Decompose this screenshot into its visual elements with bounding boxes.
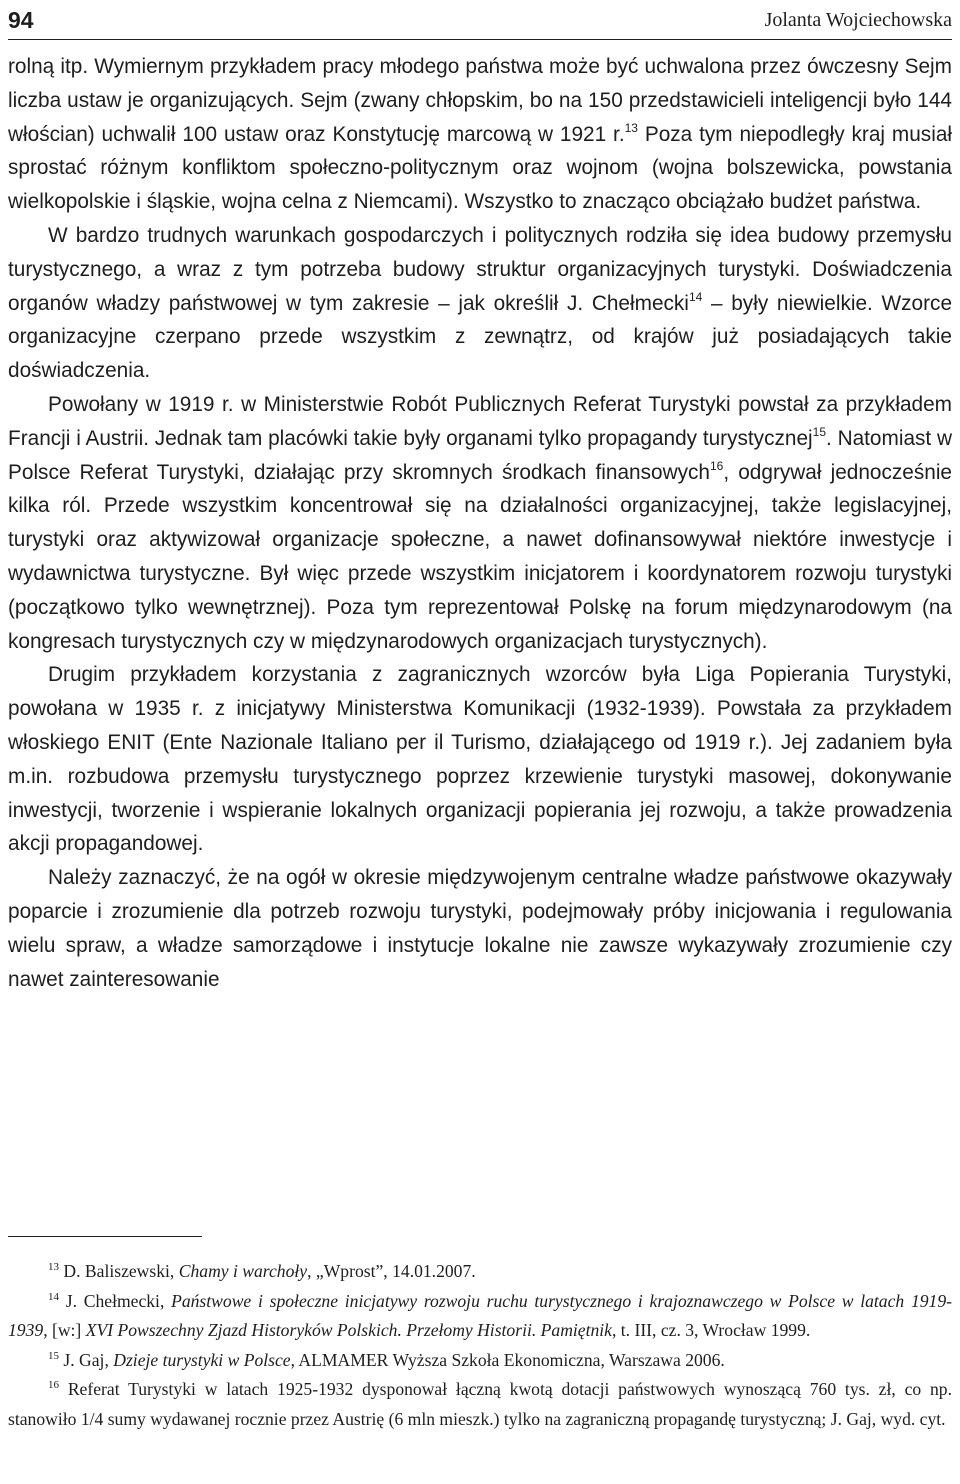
footnote-15: $^{15}$ J. Gaj, Dzieje turystyki w Polsce, ALMAMER Wyższa Szkoła Ekonomiczna, Warszawa 2006.	[48, 1349, 725, 1370]
footnote-ref-13[interactable]: 13	[624, 120, 638, 135]
footnote-number: 14	[48, 1290, 59, 1303]
header-rule	[8, 39, 952, 40]
body-text	[8, 50, 952, 996]
footnote-ref-14[interactable]: 14	[688, 289, 703, 304]
paragraph-4: Drugim przykładem korzystania z zagranicznych wzorców była Liga Popierania Turystyki, powołana w 1935 r. z inicjatywy Ministerstwa Komunikacji (1932-1939). Powstała za przykładem włoskiego ENIT (Ente Nazionale Italiano per il Turismo, działającego od 1919 r.). Jej zadaniem była m.in. rozbudowa przemysłu turystycznego poprzez krzewienie turystyki masowej, dokonywanie inwestycji, tworzenie i wspieranie lokalnych organizacji popierania jej rozwoju, a także prowadzenia akcji propagandowej.	[8, 663, 952, 856]
page-header	[8, 0, 952, 40]
footnote-number: 13	[48, 1261, 59, 1273]
footnote-16: $^{16}$ Referat Turystyki w latach 1925-1932 dysponował łączną kwotą dotacji państwowych wynoszącą 760 tys. zł, co np. stanowiło 1/4 sumy wydawanej rocznie przez Austrię (6 mln mieszk.) tylko na zagraniczną propagandę turystyczną; J. Gaj, wyd. cyt.	[8, 1379, 952, 1429]
paragraph-5: Należy zaznaczyć, że na ogół w okresie międzywojenym centralne władze państwowe okazywały poparcie i zrozumienie dla potrzeb rozwoju turystyki, podejmowały próby inicjowania i regulowania wielu spraw, a władze samorządowe i instytucje lokalne nie zawsze wykazywały zrozumienie czy nawet zainteresowanie	[8, 866, 952, 991]
cited-title: Państwowe i społeczne inicjatywy rozwoju ruchu turystycznego i krajoznawczego w Polsce w latach 1919-1939	[8, 1290, 952, 1340]
footnote-ref-15[interactable]: 15	[812, 424, 826, 439]
paragraph-2: W bardzo trudnych warunkach gospodarczych i politycznych rodziła się idea budowy przemysłu turystycznego, a wraz z tym potrzeba budowy struktur organizacyjnych turystyki. Doświadczenia organów władzy państwowej w tym zakresie – jak określił J. Chełmecki$^{14}$ – były niewielkie. Wzorce organizacyjne czerpano przede wszystkim z zewnątrz, od krajów już posiadających takie doświadczenia.	[8, 223, 953, 383]
paragraph-1: rolną itp. Wymiernym przykładem pracy młodego państwa może być uchwalona przez ówczesny Sejm liczba ustaw je organizujących. Sejm (zwany chłopskim, bo na 150 przedstawicieli inteligencji było 144 włościan) uchwalił 100 ustaw oraz Konstytucję marcową w 1921 r.$^{13}$ Poza tym niepodległy kraj musiał sprostać różnym konfliktom społeczno-politycznym oraz wojnom (wojna bolszewicka, powstania wielkopolskie i śląskie, wojna celna z Niemcami). Wszystko to znacząco obciążało budżet państwa.	[8, 55, 953, 214]
footnote-number: 16	[48, 1379, 59, 1391]
footnote-13: $^{13}$ D. Baliszewski, Chamy i warchoły, „Wprost”, 14.01.2007.	[48, 1261, 476, 1281]
footnote-ref-16[interactable]: 16	[709, 458, 724, 473]
cited-title: Dzieje turystyki w Polsce	[113, 1349, 291, 1370]
footnotes	[8, 1257, 952, 1434]
cited-title: Chamy i warchoły	[178, 1261, 308, 1281]
footnote-separator	[8, 1236, 202, 1237]
page-number: 94	[8, 6, 34, 33]
footnote-number: 15	[48, 1349, 59, 1362]
paragraph-3: Powołany w 1919 r. w Ministerstwie Robót Publicznych Referat Turystyki powstał za przykładem Francji i Austrii. Jednak tam placówki takie były organami tylko propagandy turystycznej$^{15}$. Natomiast w Polsce Referat Turystyki, działając przy skromnych środkach finansowych$^{16}$, odgrywał jednocześnie kilka ról. Przede wszystkim koncentrował się na działalności organizacyjnej, także legislacyjnej, turystyki oraz aktywizował organizacje społeczne, a nawet dofinansowywał niektóre inwestycje i wydawnictwa turystyczne. Był więc przede wszystkim inicjatorem i koordynatorem rozwoju turystyki (początkowo tylko wewnętrznej). Poza tym reprezentował Polskę na forum międzynarodowym (na kongresach turystycznych czy w międzynarodowych organizacjach turystycznych).	[8, 392, 953, 653]
footnote-14: $^{14}$ J. Chełmecki, Państwowe i społeczne inicjatywy rozwoju ruchu turystycznego i krajoznawczego w Polsce w latach 1919-1939, [w:] XVI Powszechny Zjazd Historyków Polskich. Przełomy Historii. Pamiętnik, t. III, cz. 3, Wrocław 1999.	[8, 1290, 952, 1340]
cited-title: XVI Powszechny Zjazd Historyków Polskich. Przełomy Historii. Pamiętnik	[85, 1320, 612, 1340]
running-head-author: Jolanta Wojciechowska	[764, 8, 952, 31]
